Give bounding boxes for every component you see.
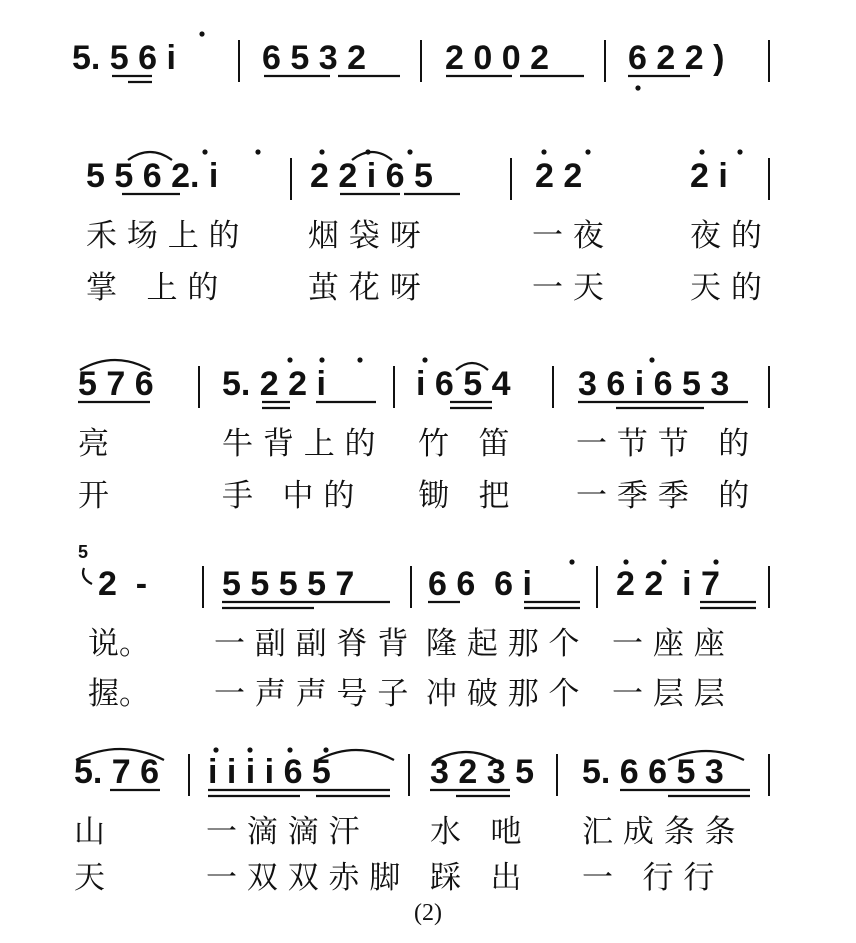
notation-line bbox=[0, 30, 856, 86]
lyric-verse-1: 一 节 节 的 bbox=[576, 426, 750, 462]
lyric-verse-2: 天 bbox=[74, 860, 105, 896]
lyric-verse-2: 一 天 bbox=[532, 270, 604, 306]
lyric-verse-1: 一 夜 bbox=[532, 218, 604, 254]
measure-3: 2 2 bbox=[535, 157, 583, 195]
lyric-verse-2: 握。 bbox=[88, 676, 150, 712]
measure-1: 5. 7 6 bbox=[74, 753, 160, 791]
measure-2: 6 5 3 2 bbox=[262, 39, 366, 77]
measure-4: 2 2 i 7 bbox=[616, 565, 720, 603]
barline bbox=[552, 366, 554, 408]
final-barline bbox=[768, 40, 770, 82]
measure-4: 3 6 i 6 5 3 bbox=[578, 365, 730, 403]
barline bbox=[596, 566, 598, 608]
lyric-verse-1: 禾 场 上 的 bbox=[86, 218, 240, 254]
measure-2: 5. 2 2 i bbox=[222, 365, 326, 403]
lyric-verse-1: 夜 的 bbox=[690, 218, 762, 254]
lyric-verse-2: 一 声 声 号 子 bbox=[214, 676, 409, 712]
grace-note: 5 bbox=[78, 542, 89, 562]
lyric-verse-2: 开 bbox=[78, 478, 109, 514]
lyric-verse-2: 踩 出 bbox=[430, 860, 522, 896]
lyric-verse-2: 锄 把 bbox=[418, 478, 510, 514]
barline bbox=[408, 754, 410, 796]
lyric-verse-1: 烟 袋 呀 bbox=[308, 218, 421, 254]
barline bbox=[198, 366, 200, 408]
barline bbox=[202, 566, 204, 608]
measure-3: i 6 5 4 bbox=[416, 365, 511, 403]
lyric-verse-2: 一 季 季 的 bbox=[576, 478, 750, 514]
barline bbox=[768, 158, 770, 200]
barline bbox=[768, 366, 770, 408]
measure-1: 5 7 6 bbox=[78, 365, 154, 403]
measure-2: i i i i 6 5 bbox=[208, 753, 331, 791]
notation-line bbox=[0, 148, 856, 204]
measure-4: 5. 6 6 5 3 bbox=[582, 753, 724, 791]
lyric-verse-1: 隆 起 那 个 bbox=[426, 626, 580, 662]
barline bbox=[290, 158, 292, 200]
lyric-verse-1: 一 副 副 脊 背 bbox=[214, 626, 409, 662]
measure-4: 2 i bbox=[690, 157, 728, 195]
barline bbox=[238, 40, 240, 82]
barline bbox=[604, 40, 606, 82]
barline bbox=[410, 566, 412, 608]
barline bbox=[768, 754, 770, 796]
lyric-verse-2: 冲 破 那 个 bbox=[426, 676, 580, 712]
measure-1: 5. 5 6 i bbox=[72, 39, 176, 77]
notation-line bbox=[0, 356, 856, 412]
lyric-verse-2: 手 中 的 bbox=[222, 478, 355, 514]
lyric-verse-1: 水 吔 bbox=[430, 814, 522, 850]
page-number: (2) bbox=[414, 900, 442, 926]
barline bbox=[188, 754, 190, 796]
lyric-verse-2: 掌 上 的 bbox=[86, 270, 219, 306]
barline bbox=[768, 566, 770, 608]
lyric-verse-1: 山 bbox=[74, 814, 105, 850]
measure-3: 2 0 0 2 bbox=[445, 39, 549, 77]
measure-2: 2 2 i 6 5 bbox=[310, 157, 433, 195]
measure-1: 2 - bbox=[98, 565, 148, 603]
measure-4: 6 2 2 ) bbox=[628, 39, 725, 77]
lyric-verse-1: 说。 bbox=[88, 626, 150, 662]
barline bbox=[420, 40, 422, 82]
lyric-verse-1: 一 座 座 bbox=[612, 626, 725, 662]
measure-1: 5 5 6 2. i bbox=[86, 157, 219, 195]
notation-line bbox=[0, 744, 856, 800]
measure-2: 5 5 5 5 7 bbox=[222, 565, 355, 603]
notation-line bbox=[0, 542, 856, 612]
barline bbox=[556, 754, 558, 796]
lyric-verse-2: 茧 花 呀 bbox=[308, 270, 421, 306]
lyric-verse-1: 一 滴 滴 汗 bbox=[206, 814, 360, 850]
lyric-verse-2: 一 层 层 bbox=[612, 676, 725, 712]
barline bbox=[510, 158, 512, 200]
measure-3: 6 6 6 i bbox=[428, 565, 532, 603]
lyric-verse-2: 一 双 双 赤 脚 bbox=[206, 860, 401, 896]
lyric-verse-2: 天 的 bbox=[690, 270, 762, 306]
lyric-verse-1: 竹 笛 bbox=[418, 426, 510, 462]
barline bbox=[393, 366, 395, 408]
lyric-verse-1: 汇 成 条 条 bbox=[582, 814, 736, 850]
measure-3: 3 2 3 5 bbox=[430, 753, 534, 791]
lyric-verse-1: 亮 bbox=[78, 426, 109, 462]
lyric-verse-1: 牛 背 上 的 bbox=[222, 426, 376, 462]
lyric-verse-2: 一 行 行 bbox=[582, 860, 715, 896]
